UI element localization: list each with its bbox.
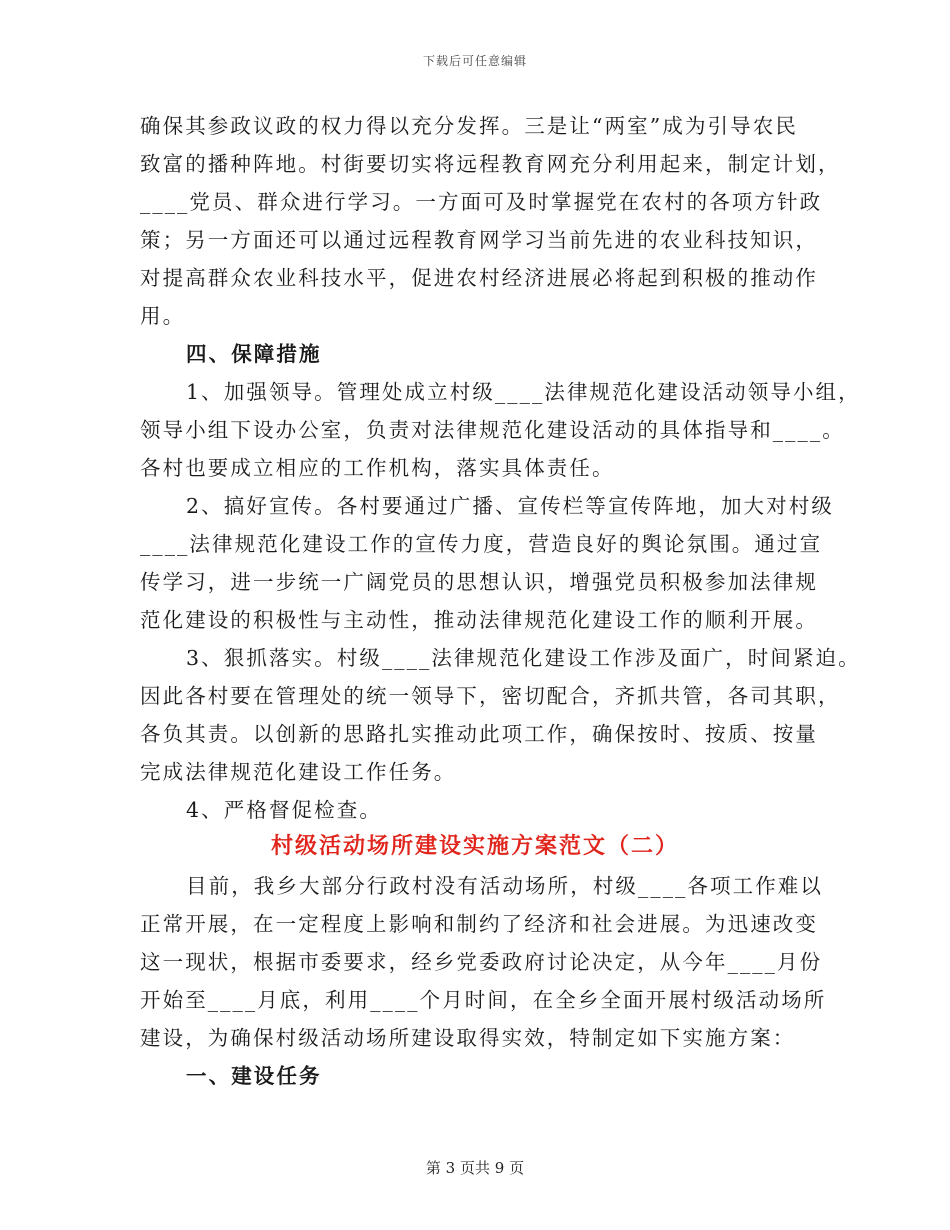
body-line: 2、搞好宣传。各村要通过广播、宣传栏等宣传阵地，加大对村级	[186, 494, 834, 518]
body-line: 这一现状，根据市委要求，经乡党委政府讨论决定，从今年____月份	[140, 950, 823, 974]
body-line: 用。	[140, 304, 186, 328]
body-line: 1、加强领导。管理处成立村级____法律规范化建设活动领导小组，	[186, 380, 861, 404]
section-heading: 一、建设任务	[186, 1064, 322, 1088]
body-line: 因此各村要在管理处的统一领导下，密切配合，齐抓共管，各司其职，	[140, 684, 841, 708]
body-line: 正常开展，在一定程度上影响和制约了经济和社会进展。为迅速改变	[140, 912, 818, 936]
body-line: 开始至____月底，利用____个月时间，在全乡全面开展村级活动场所	[140, 988, 827, 1012]
page-header: 下载后可任意编辑	[422, 54, 527, 68]
body-line: ____法律规范化建设工作的宣传力度，营造良好的舆论氛围。通过宣	[140, 532, 823, 556]
body-line: 传学习，进一步统一广阔党员的思想认识，增强党员积极参加法律规	[140, 570, 818, 594]
document-title: 村级活动场所建设实施方案范文（二）	[270, 833, 679, 859]
body-line: 策；另一方面还可以通过远程教育网学习当前先进的农业科技知识，	[140, 228, 818, 252]
body-line: 完成法律规范化建设工作任务。	[140, 760, 457, 784]
body-line: ____党员、群众进行学习。一方面可及时掌握党在农村的各项方针政	[140, 190, 823, 214]
body-line: 建设，为确保村级活动场所建设取得实效，特制定如下实施方案：	[140, 1026, 796, 1050]
body-line: 致富的播种阵地。村街要切实将远程教育网充分利用起来，制定计划，	[140, 152, 841, 176]
body-line: 各负其责。以创新的思路扎实推动此项工作，确保按时、按质、按量	[140, 722, 818, 746]
section-heading: 四、保障措施	[186, 342, 322, 366]
page-footer: 第 3 页共 9 页	[425, 1159, 525, 1177]
body-line: 确保其参政议政的权力得以充分发挥。三是让“两室”成为引导农民	[140, 114, 798, 138]
body-line: 范化建设的积极性与主动性，推动法律规范化建设工作的顺利开展。	[140, 608, 818, 632]
body-line: 4、严格督促检查。	[186, 798, 382, 822]
body-line: 3、狠抓落实。村级____法律规范化建设工作涉及面广，时间紧迫。	[186, 646, 861, 670]
body-line: 对提高群众农业科技水平，促进农村经济进展必将起到积极的推动作	[140, 266, 818, 290]
body-line: 领导小组下设办公室，负责对法律规范化建设活动的具体指导和____。	[140, 418, 845, 442]
body-line: 目前，我乡大部分行政村没有活动场所，村级____各项工作难以	[186, 874, 823, 898]
body-line: 各村也要成立相应的工作机构，落实具体责任。	[140, 456, 615, 480]
